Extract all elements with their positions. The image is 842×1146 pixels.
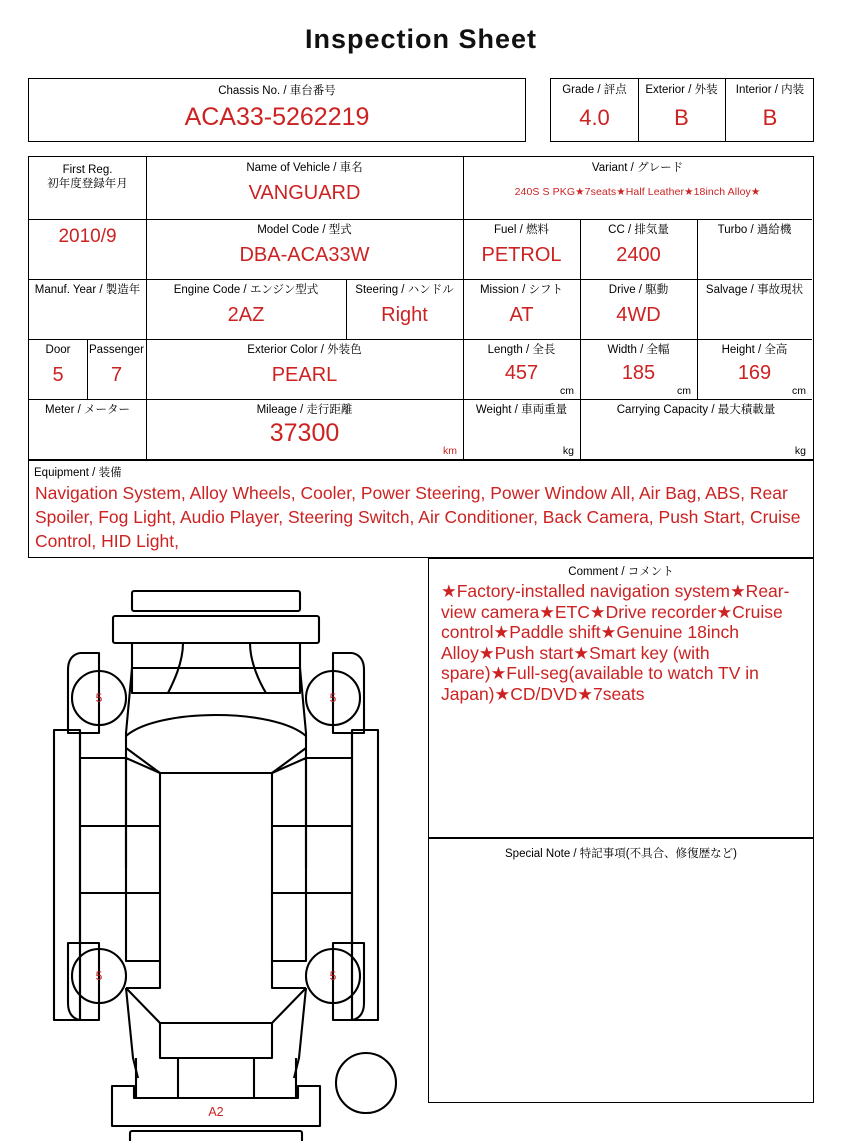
model-code-label: Model Code / 型式 [257,224,352,236]
weight-label: Weight / 車両重量 [475,404,568,416]
drive-cell [580,279,697,339]
mileage-unit: km [443,445,457,457]
drive-label: Drive / 駆動 [608,284,669,296]
passenger-cell [87,339,146,399]
rear-bumper-lower [130,1131,302,1141]
front-bumper-inner [113,616,319,643]
hood-top-edge [132,643,300,668]
interior-label: Interior / 内装 [735,84,805,96]
first-reg-value: 2010/9 [58,226,117,247]
comment-box [428,558,814,838]
variant-label: Variant / グレード [591,162,684,174]
equipment-label: Equipment / 装備 [34,467,122,479]
engine-code-value: 2AZ [227,304,265,326]
exterior-label: Exterior / 外装 [645,84,718,96]
door-cell [29,339,87,399]
rear-quarter-right [272,961,306,988]
wheel-front-left-grade: 5 [95,691,103,705]
length-unit: cm [560,385,574,397]
meter-cell [29,399,146,459]
special-note-box [428,838,814,1103]
variant-cell [463,157,812,219]
special-note-label: Special Note / 特記事項(不具合、修復歴など) [505,848,737,860]
grade-value: 4.0 [579,105,610,130]
fuel-label: Fuel / 燃料 [494,224,549,236]
rear-window-trapezoid [126,988,306,1023]
chassis-label: Chassis No. / 車台番号 [218,85,336,97]
exterior-color-value: PEARL [271,364,338,386]
fuel-cell [463,219,580,279]
cc-label: CC / 排気量 [608,224,669,236]
mission-label: Mission / シフト [479,284,564,296]
wheel-rear-left-grade: 5 [95,969,103,983]
salvage-cell [697,279,812,339]
tail-lamp-left [136,1058,178,1098]
mission-value: AT [509,304,534,326]
height-cell [697,339,812,399]
first-reg-label-jp: 初年度登録年月 [47,178,128,190]
page-title: Inspection Sheet [304,24,538,54]
mission-cell [463,279,580,339]
mileage-label: Mileage / 走行距離 [256,404,353,416]
weight-cell [463,399,580,459]
spare-tire [336,1053,396,1113]
height-value: 169 [737,362,772,384]
exterior-color-label: Exterior Color / 外装色 [247,344,362,356]
wheel-rear-right-grade: 5 [329,969,337,983]
exterior-cell [638,79,725,141]
vehicle-name-label: Name of Vehicle / 車名 [246,162,363,174]
turbo-cell [697,219,812,279]
equipment-value: Navigation System, Alloy Wheels, Cooler, Power Steering, Power Window All, Air Bag, ABS, Rear Spoiler, Fog Light, Audio Player, Steering Switch, Air Conditioner, Back Camera, Push Start, Cruise Control, HID Light, [35,483,801,551]
hood-lower-edge [132,668,300,693]
steering-cell [346,279,463,339]
mileage-value: 37300 [269,419,340,447]
grade-group-box [550,78,814,142]
length-label: Length / 全長 [487,344,556,356]
exterior-value: B [674,105,689,130]
weight-unit: kg [562,445,574,457]
vehicle-name-cell [146,157,463,219]
carrying-capacity-cell [580,399,812,459]
carrying-capacity-unit: kg [794,445,806,457]
steering-label: Steering / ハンドル [355,284,454,296]
cc-value: 2400 [616,244,661,266]
cc-cell [580,219,697,279]
passenger-label: Passenger [89,344,144,356]
comment-label: Comment / コメント [568,566,674,578]
rear-quarter-left [126,961,160,988]
equipment-box [28,460,814,558]
comment-value: ★Factory-installed navigation system★Rear-view camera★ETC★Drive recorder★Cruise control★Paddle shift★Genuine 18inch Alloy★Push start★Smart key (with spare)★Full-seg(available to watch TV in Japan)★CD/DVD★7seats [441,581,790,704]
interior-cell [725,79,815,141]
vehicle-damage-diagram [28,558,428,1141]
first-reg-cell [29,157,146,279]
tailgate-top [160,1023,272,1058]
width-cell [580,339,697,399]
manuf-year-cell [29,279,146,339]
tail-lamp-right [254,1058,296,1098]
door-rear-left [126,826,160,893]
first-reg-label-en: First Reg. [62,164,113,176]
interior-value: B [762,105,778,130]
panel-rear-left [126,893,160,961]
door-value: 5 [52,364,64,386]
engine-code-label: Engine Code / エンジン型式 [173,284,319,296]
windshield-arc [126,715,306,736]
passenger-value: 7 [110,364,123,386]
vehicle-name-value: VANGUARD [248,182,361,204]
fuel-value: PETROL [481,244,562,266]
model-code-cell [146,219,463,279]
panel-rear-right [272,893,306,961]
width-unit: cm [677,385,691,397]
salvage-label: Salvage / 事故現状 [705,284,804,296]
chassis-value: ACA33-5262219 [184,103,370,131]
height-unit: cm [792,385,806,397]
grade-cell [551,79,638,141]
front-bumper-outer [132,591,300,611]
wheel-front-right-grade: 5 [329,691,337,705]
grade-label: Grade / 評点 [562,84,627,96]
steering-value: Right [381,304,428,326]
mileage-cell [146,399,463,459]
length-cell [463,339,580,399]
exterior-color-cell [146,339,463,399]
door-rear-right [272,826,306,893]
car-top-view-svg [28,558,428,1141]
turbo-label: Turbo / 過給機 [717,224,792,236]
variant-value: 240S S PKG★7seats★Half Leather★18inch Alloy★ [514,186,761,198]
width-value: 185 [621,362,656,384]
model-code-value: DBA-ACA33W [239,244,370,266]
vehicle-spec-table [28,156,814,460]
chassis-box [28,78,526,142]
carrying-capacity-label: Carrying Capacity / 最大積載量 [616,404,776,416]
door-label: Door [45,344,71,356]
manuf-year-label: Manuf. Year / 製造年 [34,284,141,296]
length-value: 457 [504,362,539,384]
engine-code-cell [146,279,346,339]
drive-value: 4WD [616,304,661,326]
height-label: Height / 全高 [721,344,788,356]
meter-label: Meter / メーター [45,404,130,416]
width-label: Width / 全幅 [607,344,670,356]
rear-bumper-damage-code: A2 [208,1105,224,1119]
